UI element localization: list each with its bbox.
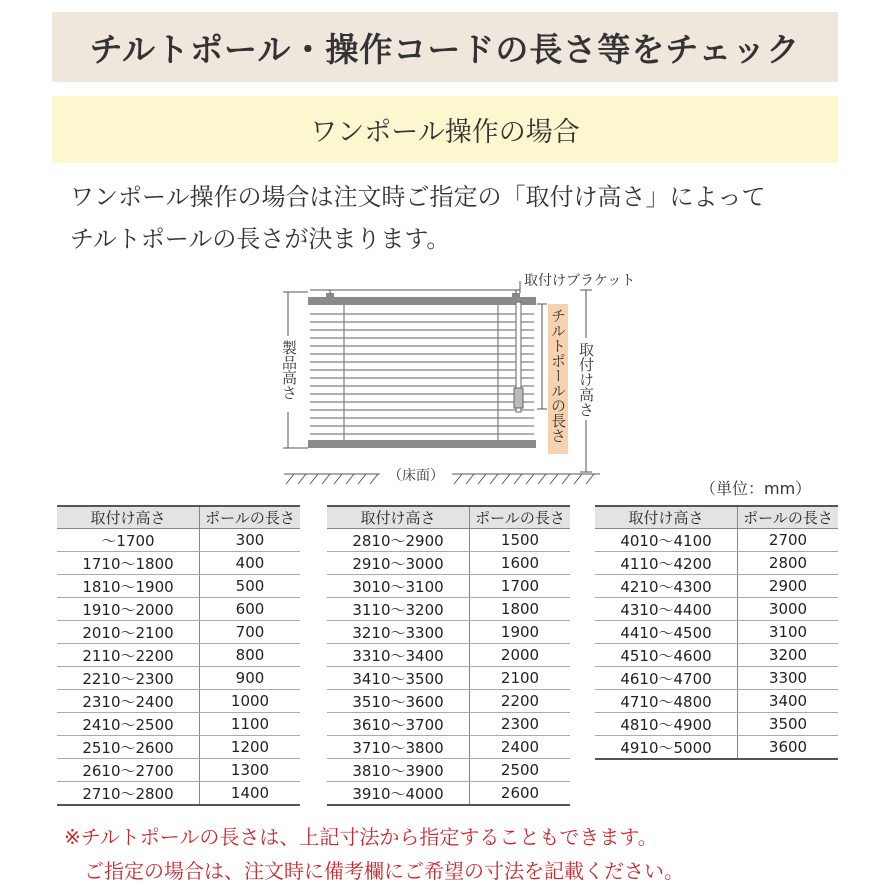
pole-length-cell: 3000: [738, 598, 839, 621]
table-row: [57, 667, 300, 690]
table-row: [57, 552, 300, 575]
note-line: ※チルトポールの長さは、上記寸法から指定することもできます。: [64, 825, 658, 849]
pole-length-cell: 700: [200, 621, 301, 644]
pole-length-cell: 2100: [470, 667, 571, 690]
subtitle-banner: [52, 96, 838, 163]
pole-length-cell: 1200: [200, 736, 301, 759]
size-table-2: [327, 505, 570, 806]
pole-length-cell: 2300: [470, 713, 571, 736]
table-row: [327, 552, 570, 575]
pole-length-cell: 2400: [470, 736, 571, 759]
mount-height-cell: 1910～2000: [57, 598, 200, 621]
mount-height-cell: 3610～3700: [327, 713, 470, 736]
pole-length-cell: 3200: [738, 644, 839, 667]
mount-height-cell: 2710～2800: [57, 782, 200, 806]
mount-height-cell: 3310～3400: [327, 644, 470, 667]
mount-height-cell: 4710～4800: [595, 690, 738, 713]
size-table-1: [57, 505, 300, 806]
mount-height-cell: 2110～2200: [57, 644, 200, 667]
table-row: [595, 736, 838, 760]
mount-height-cell: 3910～4000: [327, 782, 470, 806]
mount-height-cell: 3410～3500: [327, 667, 470, 690]
table-row: [57, 759, 300, 782]
floor-label: （床面）: [388, 468, 444, 484]
mount-height-cell: 4610～4700: [595, 667, 738, 690]
mount-height-cell: 3510～3600: [327, 690, 470, 713]
pole-length-cell: 900: [200, 667, 301, 690]
pole-length-cell: 400: [200, 552, 301, 575]
pole-length-cell: 1800: [470, 598, 571, 621]
pole-length-cell: 1900: [470, 621, 571, 644]
table-row: [595, 621, 838, 644]
pole-length-cell: 1600: [470, 552, 571, 575]
table-row: [57, 644, 300, 667]
mount-height-cell: 3810～3900: [327, 759, 470, 782]
table-row: [327, 667, 570, 690]
table-row: [57, 713, 300, 736]
table-row: [327, 782, 570, 806]
bracket-label: 取付けブラケット: [524, 273, 636, 289]
pole-length-cell: 2800: [738, 552, 839, 575]
header-mount-height: 取付け高さ: [595, 506, 738, 529]
pole-length-cell: 800: [200, 644, 301, 667]
mount-height-cell: 4210～4300: [595, 575, 738, 598]
pole-length-label: チルトポールの長さ: [549, 308, 567, 443]
mount-height-cell: 4410～4500: [595, 621, 738, 644]
mount-height-label: 取付け高さ: [577, 342, 595, 417]
mount-height-cell: 4110～4200: [595, 552, 738, 575]
pole-length-cell: 1300: [200, 759, 301, 782]
table-row: [595, 529, 838, 552]
pole-length-dimension: [537, 304, 547, 409]
table-row: [327, 644, 570, 667]
intro-line: チルトポールの長さが決まります。: [70, 225, 451, 253]
table-row: [595, 713, 838, 736]
pole-length-cell: 3600: [738, 736, 839, 760]
header-mount-height: 取付け高さ: [327, 506, 470, 529]
mount-height-cell: 4810～4900: [595, 713, 738, 736]
table-row: [327, 598, 570, 621]
pole-length-cell: 2200: [470, 690, 571, 713]
pole-length-cell: 3400: [738, 690, 839, 713]
table-row: [327, 759, 570, 782]
intro-text: [70, 176, 860, 260]
table-row: [595, 598, 838, 621]
table-row: [57, 782, 300, 806]
mount-height-cell: 4010～4100: [595, 529, 738, 552]
pole-length-cell: 2900: [738, 575, 839, 598]
table-row: [327, 690, 570, 713]
mount-height-cell: 4910～5000: [595, 736, 738, 760]
table-row: [327, 736, 570, 759]
table-row: [595, 575, 838, 598]
pole-length-cell: 1100: [200, 713, 301, 736]
table-row: [327, 575, 570, 598]
header-mount-height: 取付け高さ: [57, 506, 200, 529]
table-row: [595, 690, 838, 713]
mount-height-cell: 2910～3000: [327, 552, 470, 575]
note: [64, 820, 684, 888]
pole-length-cell: 1000: [200, 690, 301, 713]
table-row: [595, 644, 838, 667]
size-table-3: [595, 505, 838, 760]
pole-length-cell: 2600: [470, 782, 571, 806]
table-row: [57, 529, 300, 552]
mount-height-cell: 2310～2400: [57, 690, 200, 713]
mount-height-cell: 2410～2500: [57, 713, 200, 736]
header-pole-length: ポールの長さ: [470, 506, 571, 529]
pole-length-cell: 500: [200, 575, 301, 598]
header-pole-length: ポールの長さ: [738, 506, 839, 529]
table-row: [595, 667, 838, 690]
table-row: [57, 736, 300, 759]
mount-height-cell: 3110～3200: [327, 598, 470, 621]
title-banner: [52, 12, 838, 82]
table-row: [57, 575, 300, 598]
mount-height-cell: 1810～1900: [57, 575, 200, 598]
mount-height-cell: 2210～2300: [57, 667, 200, 690]
pole-length-cell: 3500: [738, 713, 839, 736]
mount-height-cell: 2010～2100: [57, 621, 200, 644]
mount-height-cell: 3010～3100: [327, 575, 470, 598]
pole-length-cell: 300: [200, 529, 301, 552]
table-row: [595, 552, 838, 575]
mount-height-cell: ～1700: [57, 529, 200, 552]
mount-height-cell: 4510～4600: [595, 644, 738, 667]
pole-length-cell: 2000: [470, 644, 571, 667]
header-pole-length: ポールの長さ: [200, 506, 301, 529]
pole-length-cell: 1400: [200, 782, 301, 806]
bottom-rail: [308, 440, 536, 448]
blind-diagram: [280, 264, 636, 490]
table-row: [327, 621, 570, 644]
mount-height-cell: 4310～4400: [595, 598, 738, 621]
mount-height-cell: 1710～1800: [57, 552, 200, 575]
pole-length-cell: 1500: [470, 529, 571, 552]
head-rail: [308, 297, 536, 305]
table-row: [57, 690, 300, 713]
mount-height-cell: 3210～3300: [327, 621, 470, 644]
product-height-label: 製品高さ: [280, 340, 298, 400]
intro-line: ワンポール操作の場合は注文時ご指定の「取付け高さ」によって: [70, 183, 766, 211]
mount-height-cell: 3710～3800: [327, 736, 470, 759]
unit-label: （単位：mm）: [700, 479, 812, 498]
pole-length-cell: 1700: [470, 575, 571, 598]
section-title: ワンポール操作の場合: [310, 117, 580, 148]
pole-length-cell: 3300: [738, 667, 839, 690]
mount-height-cell: 2810～2900: [327, 529, 470, 552]
table-row: [327, 529, 570, 552]
table-row: [57, 621, 300, 644]
mount-height-cell: 2610～2700: [57, 759, 200, 782]
pole-length-cell: 600: [200, 598, 301, 621]
note-line: ご指定の場合は、注文時に備考欄にご希望の寸法を記載ください。: [84, 859, 684, 883]
pole-length-cell: 2700: [738, 529, 839, 552]
table-row: [57, 598, 300, 621]
pole-length-cell: 2500: [470, 759, 571, 782]
pole-length-cell: 3100: [738, 621, 839, 644]
page-title: チルトポール・操作コードの長さ等をチェック: [89, 29, 801, 69]
table-row: [327, 713, 570, 736]
mount-height-cell: 2510～2600: [57, 736, 200, 759]
